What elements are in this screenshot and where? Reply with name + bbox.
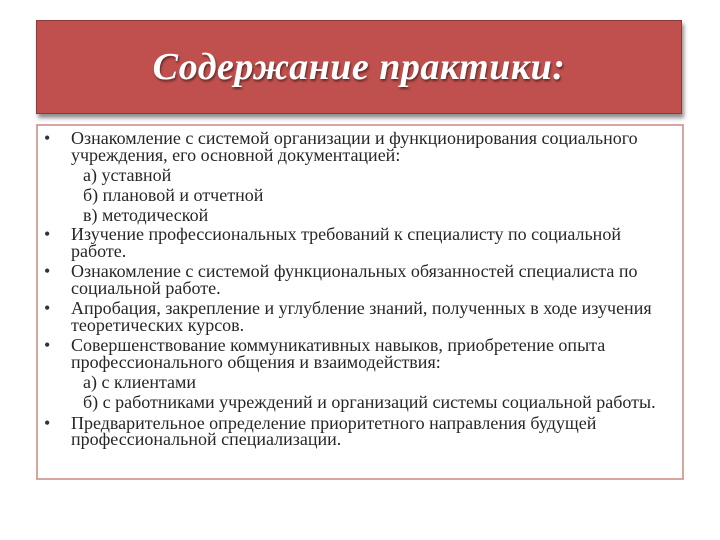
list-item <box>38 130 682 224</box>
list-item <box>38 337 682 411</box>
practice-list <box>38 126 682 449</box>
bullet-icon: • <box>44 412 51 433</box>
title-banner <box>36 20 682 114</box>
sub-item: б) с работниками учреждений и организаций системы социальной работы. <box>83 392 656 412</box>
bullet-icon: • <box>44 335 51 355</box>
item-text: Изучение профессиональных требований к специалисту по социальной работе. <box>71 224 621 261</box>
list-item <box>38 226 682 259</box>
item-text: Ознакомление с системой организации и функционирования социального учреждения, его основной документацией: <box>71 128 638 165</box>
bullet-icon: • <box>44 261 51 281</box>
list-item <box>38 300 682 333</box>
list-item <box>38 263 682 296</box>
bullet-icon: • <box>44 128 51 148</box>
content-box <box>36 124 684 480</box>
sub-item: в) методической <box>83 205 209 225</box>
item-text: Апробация, закрепление и углубление знаний, полученных в ходе изучения теоретических курсов. <box>71 298 652 335</box>
sub-item: а) с клиентами <box>83 372 197 392</box>
item-text: Ознакомление с системой функциональных обязанностей специалиста по социальной работе. <box>71 261 638 298</box>
sub-item: а) уставной <box>83 165 172 185</box>
slide-title: Содержание практики: <box>152 46 566 88</box>
bullet-icon: • <box>44 224 51 244</box>
item-text: Предварительное определение приоритетного направления будущей профессиональной специализации. <box>71 412 597 449</box>
bullet-icon: • <box>44 298 51 318</box>
item-text: Совершенствование коммуникативных навыков, приобретение опыта профессионального общения и взаимодействия: <box>71 335 606 372</box>
list-item <box>38 412 682 449</box>
sub-item: б) плановой и отчетной <box>83 185 264 205</box>
